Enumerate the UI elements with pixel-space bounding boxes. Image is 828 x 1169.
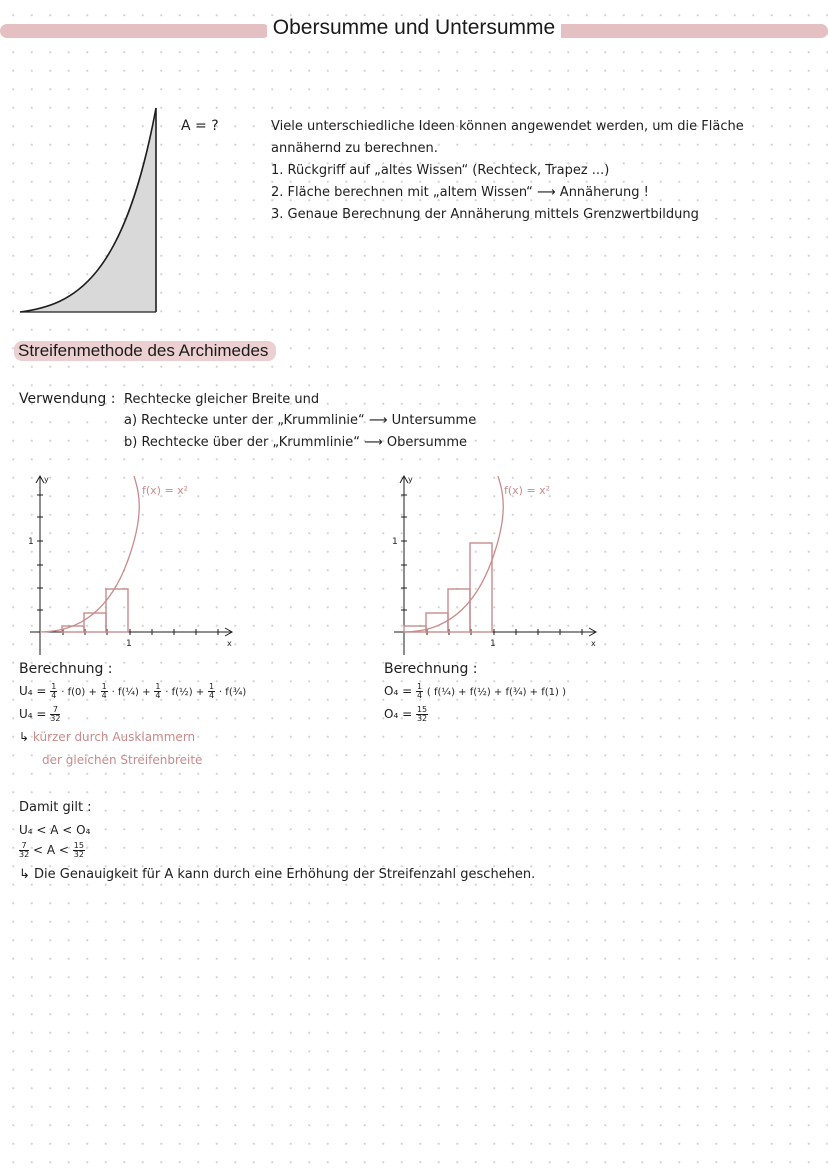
- intro-line-2: annähernd zu berechnen.: [271, 141, 438, 156]
- intro-step-2-text: 2. Fläche berechnen mit „altem Wissen“: [271, 185, 533, 200]
- o4-result: [384, 706, 428, 723]
- fraction: [101, 683, 108, 700]
- usage-b-result: Obersumme: [386, 435, 468, 450]
- fraction: [50, 683, 57, 700]
- y-tick-label: 1: [28, 537, 34, 547]
- numerator: 15: [73, 841, 84, 850]
- lower-rect-3: [84, 613, 106, 632]
- arrow-right-icon: ⟶: [368, 413, 388, 428]
- denominator: 4: [155, 691, 161, 700]
- y-axis-label: y: [44, 475, 49, 484]
- usage-text: Rechtecke gleicher Breite und: [124, 392, 320, 407]
- fraction: [154, 683, 161, 700]
- parabola-curve: [404, 476, 503, 632]
- o4-lhs: O₄ =: [384, 684, 413, 698]
- o4-sum: [384, 683, 566, 700]
- term-4: · f(¾): [218, 687, 247, 698]
- numerator: 1: [51, 682, 57, 691]
- usage-a-result: Untersumme: [391, 413, 477, 428]
- intro-step-3: 3. Genaue Berechnung der Annäherung mittels Grenzwertbildung: [271, 207, 699, 222]
- numerator: 1: [416, 682, 423, 691]
- term-3: · f(½) +: [165, 687, 205, 698]
- usage-a-text: a) Rechtecke unter der „Krummlinie“: [124, 413, 365, 428]
- section-title: Streifenmethode des Archimedes: [14, 341, 276, 361]
- conclusion-final: [19, 867, 535, 882]
- fraction: [416, 706, 428, 723]
- y-tick-label: 1: [392, 537, 398, 547]
- fraction: [416, 683, 423, 700]
- chart-obersumme: [384, 470, 604, 660]
- function-label: f(x) = x²: [142, 484, 189, 497]
- upper-rect-3: [448, 589, 470, 632]
- denominator: 32: [416, 714, 428, 723]
- denominator: 4: [416, 691, 423, 700]
- arrow-right-icon: ⟶: [537, 185, 556, 200]
- denominator: 32: [19, 850, 30, 859]
- inequality-1: U₄ < A < O₄: [19, 823, 91, 837]
- note-line-1: kürzer durch Ausklammern: [32, 730, 196, 744]
- hook-arrow-icon: ↳: [19, 730, 30, 744]
- lower-rect-4: [106, 589, 128, 632]
- inequality-mid: < A <: [33, 843, 69, 857]
- conclusion-final-text: Die Genauigkeit für A kann durch eine Erhöhung der Streifenzahl geschehen.: [34, 867, 536, 882]
- intro-step-1: 1. Rückgriff auf „altes Wissen“ (Rechteck, Trapez ...): [271, 163, 610, 178]
- numerator: 7: [50, 706, 60, 715]
- page-title: Obersumme und Untersumme: [0, 16, 828, 40]
- usage-b: [124, 435, 467, 450]
- calc-left-title: Berechnung :: [19, 661, 113, 677]
- u4-sum: [19, 683, 246, 700]
- numerator: 15: [416, 705, 428, 714]
- x-axis-label: x: [227, 639, 232, 648]
- denominator: 4: [209, 691, 215, 700]
- numerator: 1: [155, 682, 161, 691]
- fraction: [19, 842, 29, 859]
- lower-rectangles: [62, 589, 128, 632]
- term-1: · f(0) +: [61, 687, 97, 698]
- numerator: 7: [19, 842, 29, 851]
- hook-arrow-icon: ↳: [19, 867, 30, 882]
- u4-lhs: U₄ =: [19, 684, 47, 698]
- conclusion-title: Damit gilt :: [19, 800, 92, 815]
- denominator: 32: [73, 850, 84, 859]
- denominator: 4: [101, 691, 107, 700]
- area-diagram: [14, 100, 164, 318]
- upper-rect-4: [470, 543, 492, 632]
- function-label: f(x) = x²: [504, 484, 551, 497]
- inequality-2: [19, 842, 85, 859]
- intro-step-2: [271, 185, 649, 200]
- numerator: 1: [209, 682, 215, 691]
- fraction: [50, 706, 60, 723]
- area-label: A = ?: [181, 118, 219, 134]
- denominator: 32: [50, 714, 61, 723]
- o4-result-lhs: O₄ =: [384, 707, 413, 721]
- fraction: [208, 683, 215, 700]
- o4-terms: ( f(¼) + f(½) + f(¾) + f(1) ): [426, 687, 566, 698]
- parabola-curve: [40, 476, 139, 632]
- intro-step-2-result: Annäherung !: [559, 185, 649, 200]
- chart-untersumme: [20, 470, 240, 660]
- intro-line-1: Viele unterschiedliche Ideen können angewendet werden, um die Fläche: [271, 119, 744, 134]
- y-axis-label: y: [408, 475, 413, 484]
- usage-b-text: b) Rechtecke über der „Krummlinie“: [124, 435, 360, 450]
- fraction: [73, 842, 85, 859]
- u4-result-lhs: U₄ =: [19, 707, 47, 721]
- usage-a: [124, 413, 476, 428]
- arrow-right-icon: ⟶: [364, 435, 383, 450]
- calc-left-note-2: der gleichen Streifenbreite: [42, 753, 203, 767]
- calc-left-note: [19, 730, 195, 744]
- numerator: 1: [101, 682, 107, 691]
- x-tick-label: 1: [490, 639, 496, 649]
- x-tick-label: 1: [126, 639, 132, 649]
- usage-label: Verwendung :: [19, 391, 116, 407]
- calc-right-title: Berechnung :: [384, 661, 478, 677]
- x-axis-label: x: [591, 639, 596, 648]
- term-2: · f(¼) +: [111, 687, 151, 698]
- denominator: 4: [51, 691, 57, 700]
- u4-result: [19, 706, 60, 723]
